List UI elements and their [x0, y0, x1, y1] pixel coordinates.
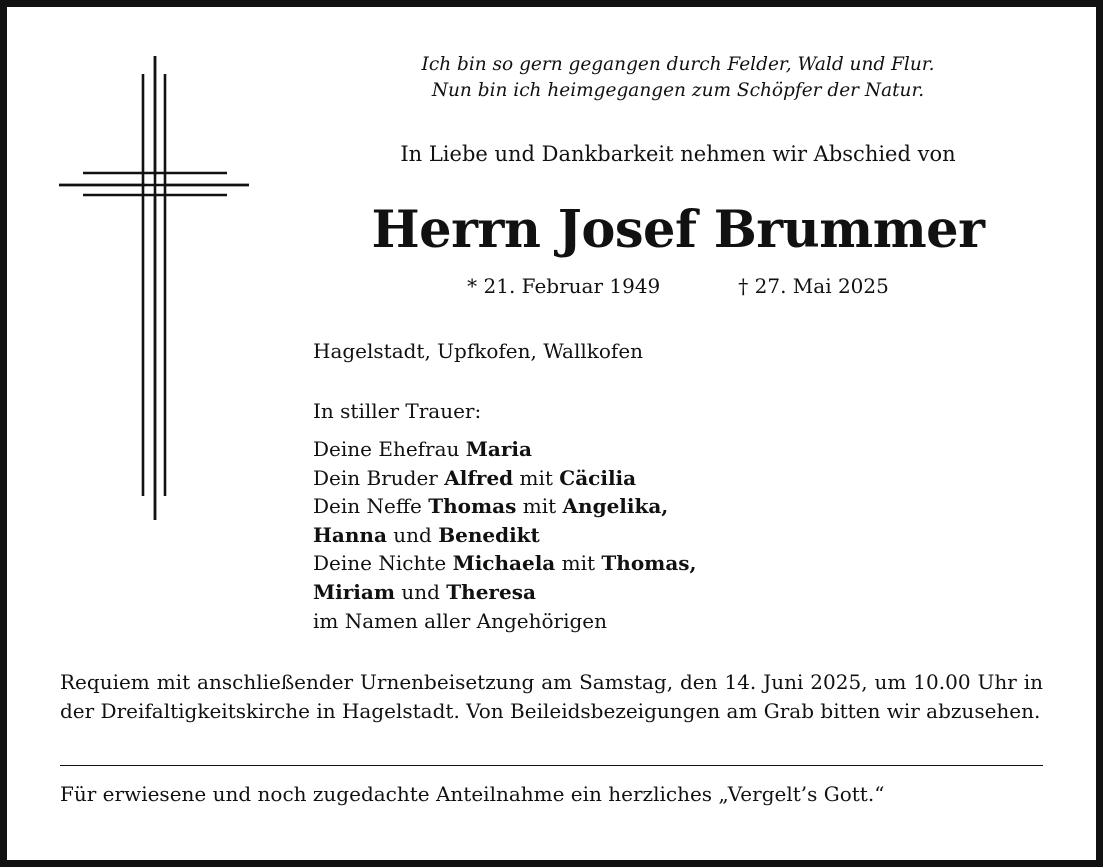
mourner-name: Theresa [446, 579, 536, 604]
intro-text: In Liebe und Dankbarkeit nehmen wir Abschied von [400, 142, 956, 166]
mourner-name: Cäcilia [559, 465, 637, 490]
mourner-name: Hanna [313, 522, 387, 547]
mourner-name: Michaela [452, 551, 556, 576]
poem-line: Nun bin ich heimgegangen zum Schöpfer der Natur. [431, 80, 925, 101]
mourner-relation: Deine Nichte [313, 551, 453, 576]
mourner-name: Thomas, [601, 551, 697, 576]
mourner-name: Benedikt [438, 522, 540, 547]
thanks-note: Für erwiesene und noch zugedachte Anteilnahme ein herzliches „Vergelt’s Gott.“ [60, 782, 885, 806]
mourner-name: Miriam [313, 579, 395, 604]
mourner-relation: Deine Ehefrau [313, 437, 466, 461]
mourner-line [313, 492, 697, 521]
mourner-line [313, 464, 697, 493]
mourner-line [313, 521, 697, 550]
mourner-name: Angelika, [562, 494, 669, 519]
birth-date: * 21. Februar 1949 [467, 274, 661, 298]
mourning-heading: In stiller Trauer: [313, 399, 482, 423]
life-dates [300, 272, 1056, 300]
mourner-relation: Dein Neffe [313, 494, 429, 519]
mourner-name: Thomas [428, 494, 517, 519]
poem [300, 52, 1056, 104]
mourner-line [313, 435, 697, 464]
mourner-name: Maria [465, 437, 532, 461]
poem-line: Ich bin so gern gegangen durch Felder, Wald und Flur. [421, 54, 935, 75]
mourners-list [313, 435, 697, 635]
mourner-line [313, 549, 697, 578]
deceased-name: Herrn Josef Brummer [371, 200, 985, 260]
mourner-line: im Namen aller Angehörigen [313, 608, 608, 633]
death-date: † 27. Mai 2025 [738, 274, 889, 298]
mourner-connector: und [395, 579, 447, 604]
places: Hagelstadt, Upfkofen, Wallkofen [313, 339, 644, 363]
requiem-notice: Requiem mit anschließender Urnenbeisetzung am Samstag, den 14. Juni 2025, um 10.00 Uhr in der Dreifaltigkeitskirche in Hagelstadt. Von Beileidsbezeigungen am Grab bitten wir abzusehen. [60, 670, 1043, 723]
mourner-name: Alfred [444, 465, 514, 490]
cross-icon [55, 52, 255, 524]
mourner-line [313, 578, 697, 607]
mourner-connector: und [386, 522, 439, 547]
mourner-connector: mit [516, 494, 563, 519]
mourner-relation: Dein Bruder [313, 465, 445, 490]
mourner-connector: mit [513, 465, 560, 490]
divider [60, 765, 1043, 766]
mourner-connector: mit [555, 551, 602, 576]
